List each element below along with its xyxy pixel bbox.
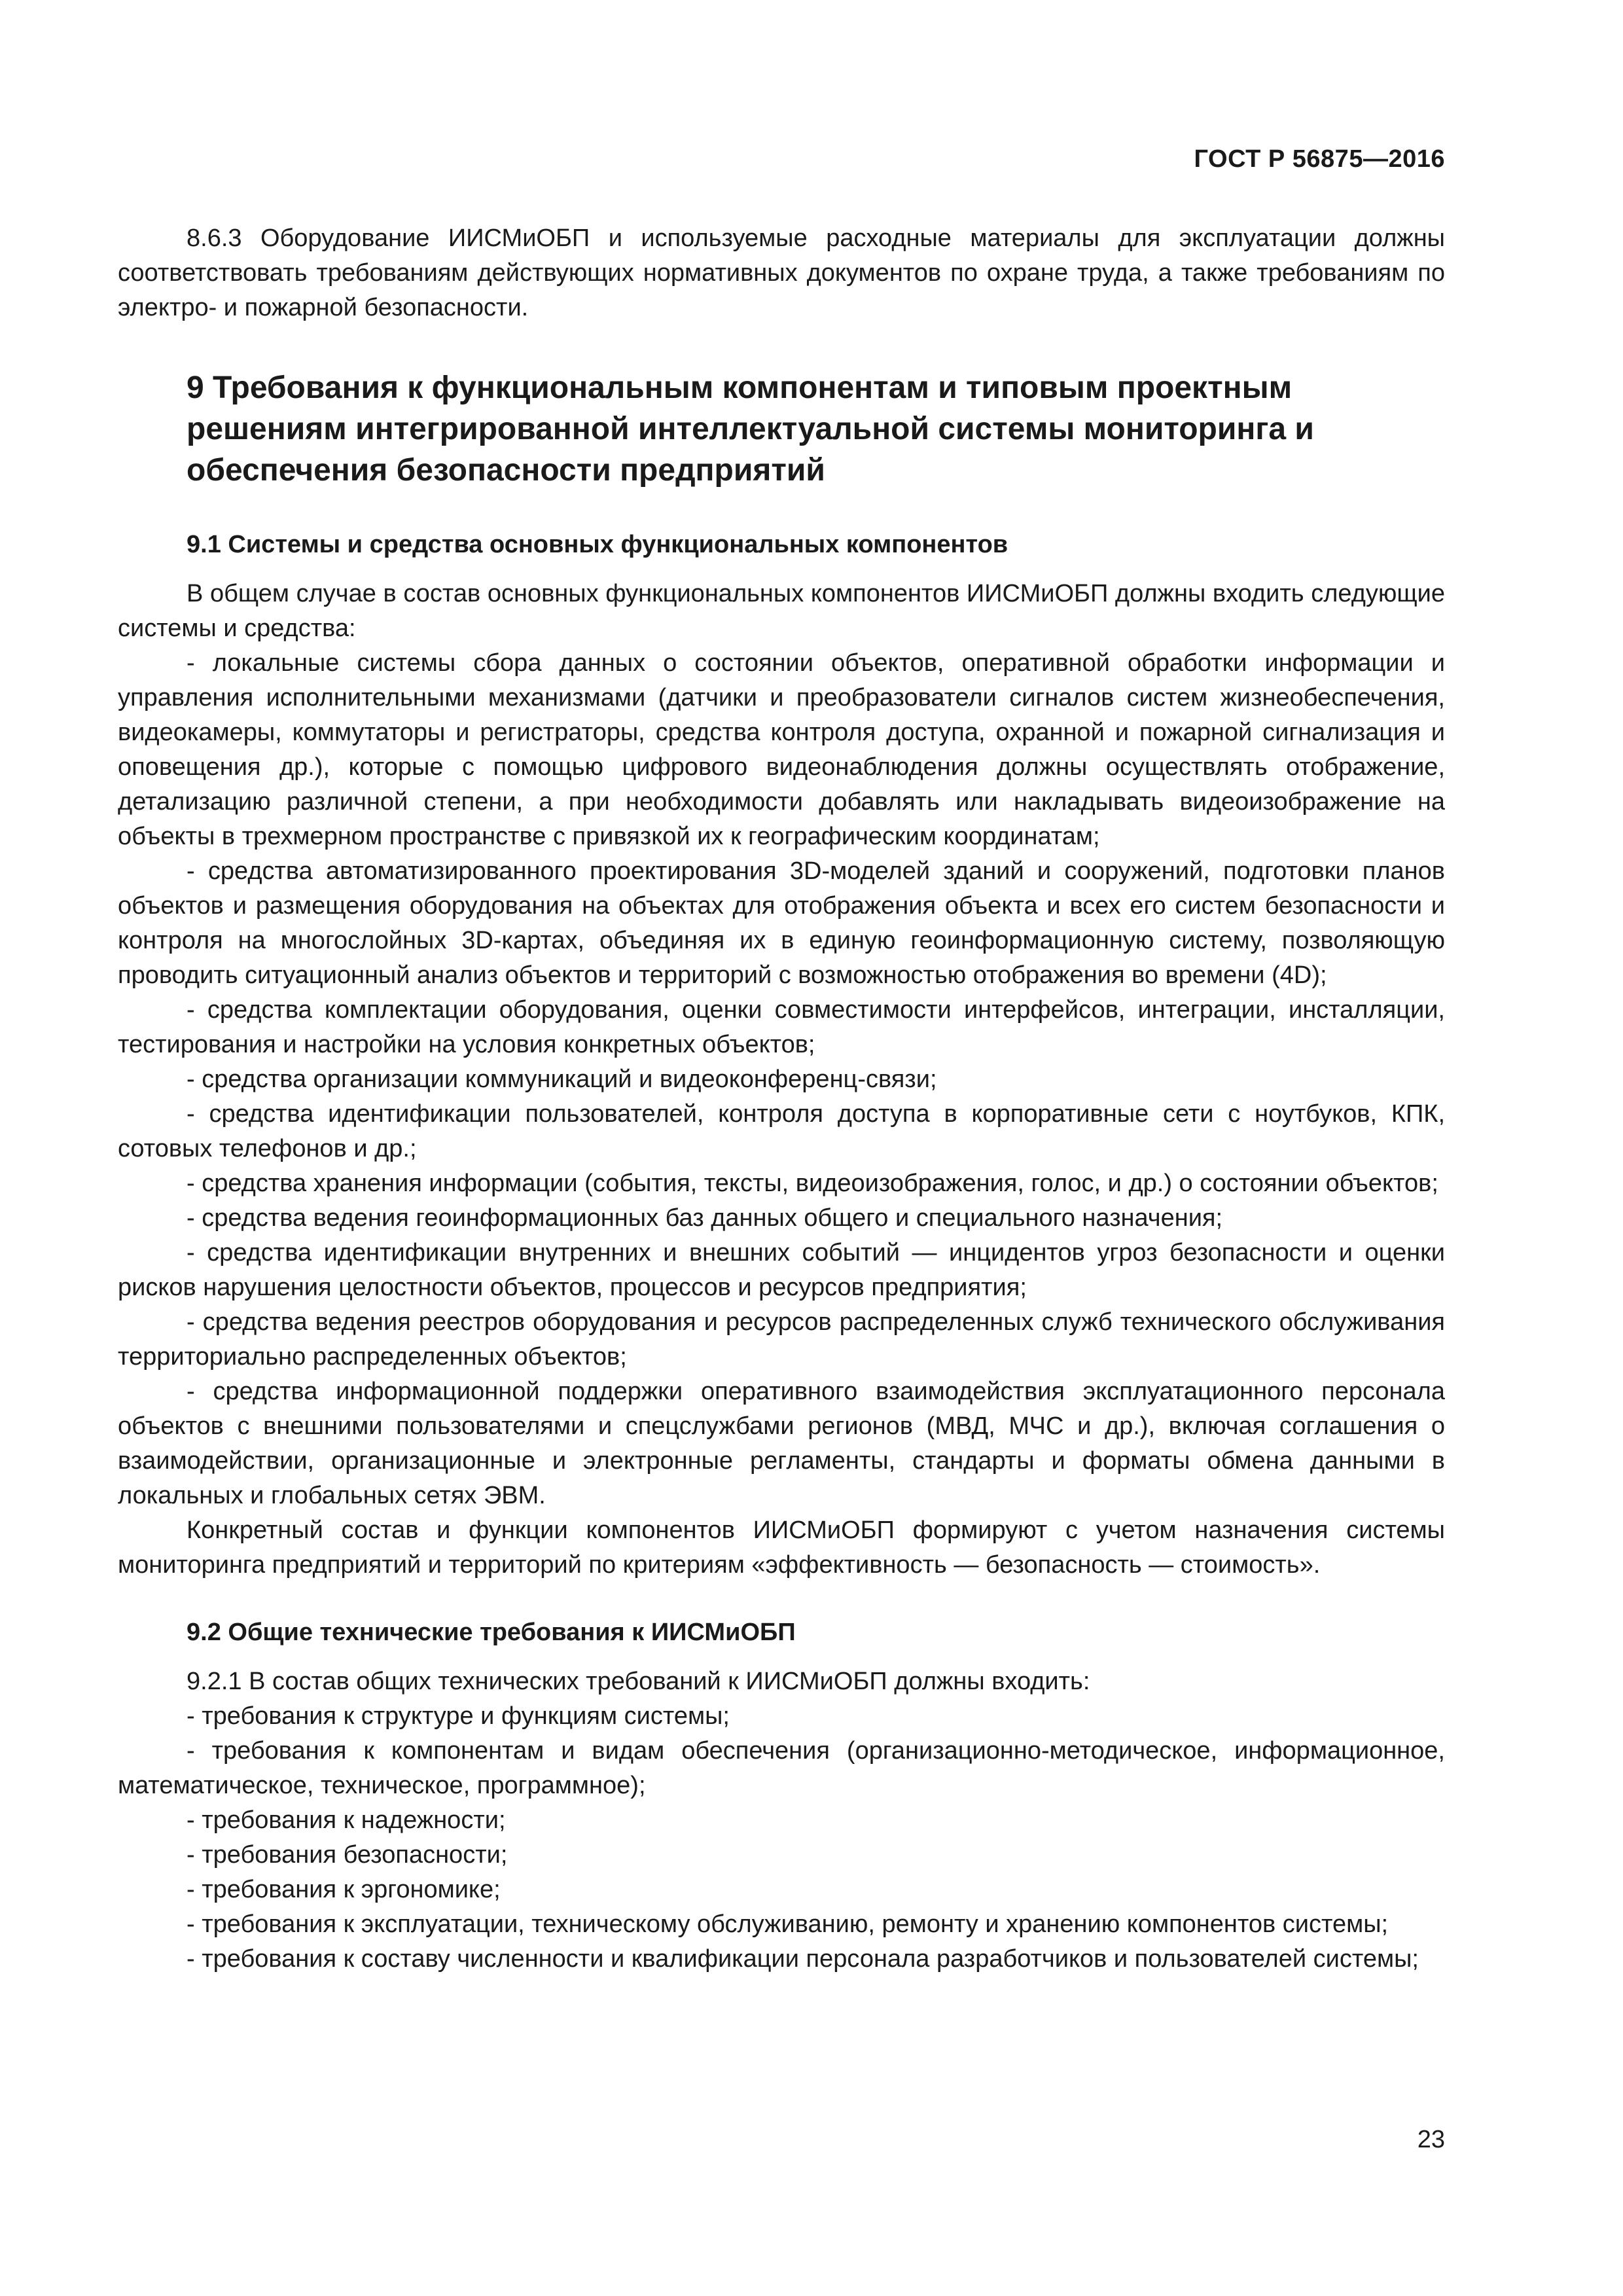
subsection-9-2-title: 9.2 Общие технические требования к ИИСМиОБП bbox=[187, 1619, 796, 1646]
list-item: - средства идентификации внутренних и внешних событий — инцидентов угроз безопасности и оценки рисков нарушения целостности объектов, процессов и ресурсов предприятия; bbox=[118, 1239, 1445, 1301]
list-item: - средства ведения геоинформационных баз данных общего и специального назначения; bbox=[187, 1204, 1223, 1232]
list-item: - требования к эксплуатации, техническому обслуживанию, ремонту и хранению компонентов системы; bbox=[187, 1910, 1389, 1938]
list-item: - средства хранения информации (события, тексты, видеоизображения, голос, и др.) о состоянии объектов; bbox=[187, 1170, 1438, 1197]
subsection-9-1-title: 9.1 Системы и средства основных функциональных компонентов bbox=[187, 531, 1008, 558]
list-item: - требования к составу численности и квалификации персонала разработчиков и пользователей системы; bbox=[187, 1945, 1419, 1973]
list-item: - средства организации коммуникаций и видеоконференц-связи; bbox=[187, 1066, 937, 1093]
intro-paragraph: 8.6.3 Оборудование ИИСМиОБП и используемые расходные материалы для эксплуатации должны соответствовать требованиям действующих нормативных документов по охране труда, а также требованиям по электро- и пожарной безопасности. bbox=[118, 224, 1445, 321]
list-item: - требования к надежности; bbox=[187, 1806, 506, 1834]
list-item: - средства ведения реестров оборудования и ресурсов распределенных служб технического обслуживания территориально распределенных объектов; bbox=[118, 1308, 1445, 1371]
paragraph: Конкретный состав и функции компонентов ИИСМиОБП формируют с учетом назначения системы мониторинга предприятий и территорий по критериям «эффективность — безопасность — стоимость». bbox=[118, 1516, 1445, 1579]
list-item: - требования безопасности; bbox=[187, 1841, 508, 1869]
list-item: - средства информационной поддержки оперативного взаимодействия эксплуатационного персонала объектов с внешними пользователями и спецслужбами регионов (МВД, МЧС и др.), включая соглашения о взаимодействии, организационные и электронные регламенты, стандарты и форматы обмена данными в локальных и глобальных сетях ЭВМ. bbox=[118, 1378, 1445, 1509]
paragraph: В общем случае в состав основных функциональных компонентов ИИСМиОБП должны входить следующие системы и средства: bbox=[118, 580, 1445, 642]
list-item: - требования к компонентам и видам обеспечения (организационно-методическое, информационное, математическое, техническое, программное); bbox=[118, 1737, 1445, 1799]
list-item: - средства идентификации пользователей, контроля доступа в корпоративные сети с ноутбуков, КПК, сотовых телефонов и др.; bbox=[118, 1100, 1445, 1162]
paragraph: 9.2.1 В состав общих технических требований к ИИСМиОБП должны входить: bbox=[187, 1668, 1090, 1695]
list-item: - средства автоматизированного проектирования 3D-моделей зданий и сооружений, подготовки планов объектов и размещения оборудования на объектах для отображения объекта и всех его систем безопасности и контроля на многослойных 3D-картах, объединяя их в единую геоинформационную систему, позволяющую проводить ситуационный анализ объектов и территорий с возможностью отображения во времени (4D); bbox=[118, 857, 1445, 989]
list-item: - средства комплектации оборудования, оценки совместимости интерфейсов, интеграции, инсталляции, тестирования и настройки на условия конкретных объектов; bbox=[118, 996, 1445, 1058]
document-header: ГОСТ Р 56875—2016 bbox=[1194, 145, 1445, 173]
list-item: - требования к эргономике; bbox=[187, 1876, 501, 1903]
page-content bbox=[118, 221, 1445, 1977]
list-item: - требования к структуре и функциям системы; bbox=[187, 1702, 730, 1730]
list-item: - локальные системы сбора данных о состоянии объектов, оперативной обработки информации и управления исполнительными механизмами (датчики и преобразователи сигналов систем жизнеобеспечения, видеокамеры, коммутаторы и регистраторы, средства контроля доступа, охранной и пожарной сигнализация и оповещения др.), которые с помощью цифрового видеонаблюдения должны осуществлять отображение, детализацию различной степени, а при необходимости добавлять или накладывать видеоизображение на объекты в трехмерном пространстве с привязкой их к географическим координатам; bbox=[118, 649, 1445, 850]
page-number: 23 bbox=[1417, 2126, 1445, 2153]
section-9-title: 9 Требования к функциональным компонентам и типовым проектным решениям интегрированной интеллектуальной системы мониторинга и обеспечения безопасности предприятий bbox=[187, 370, 1314, 488]
